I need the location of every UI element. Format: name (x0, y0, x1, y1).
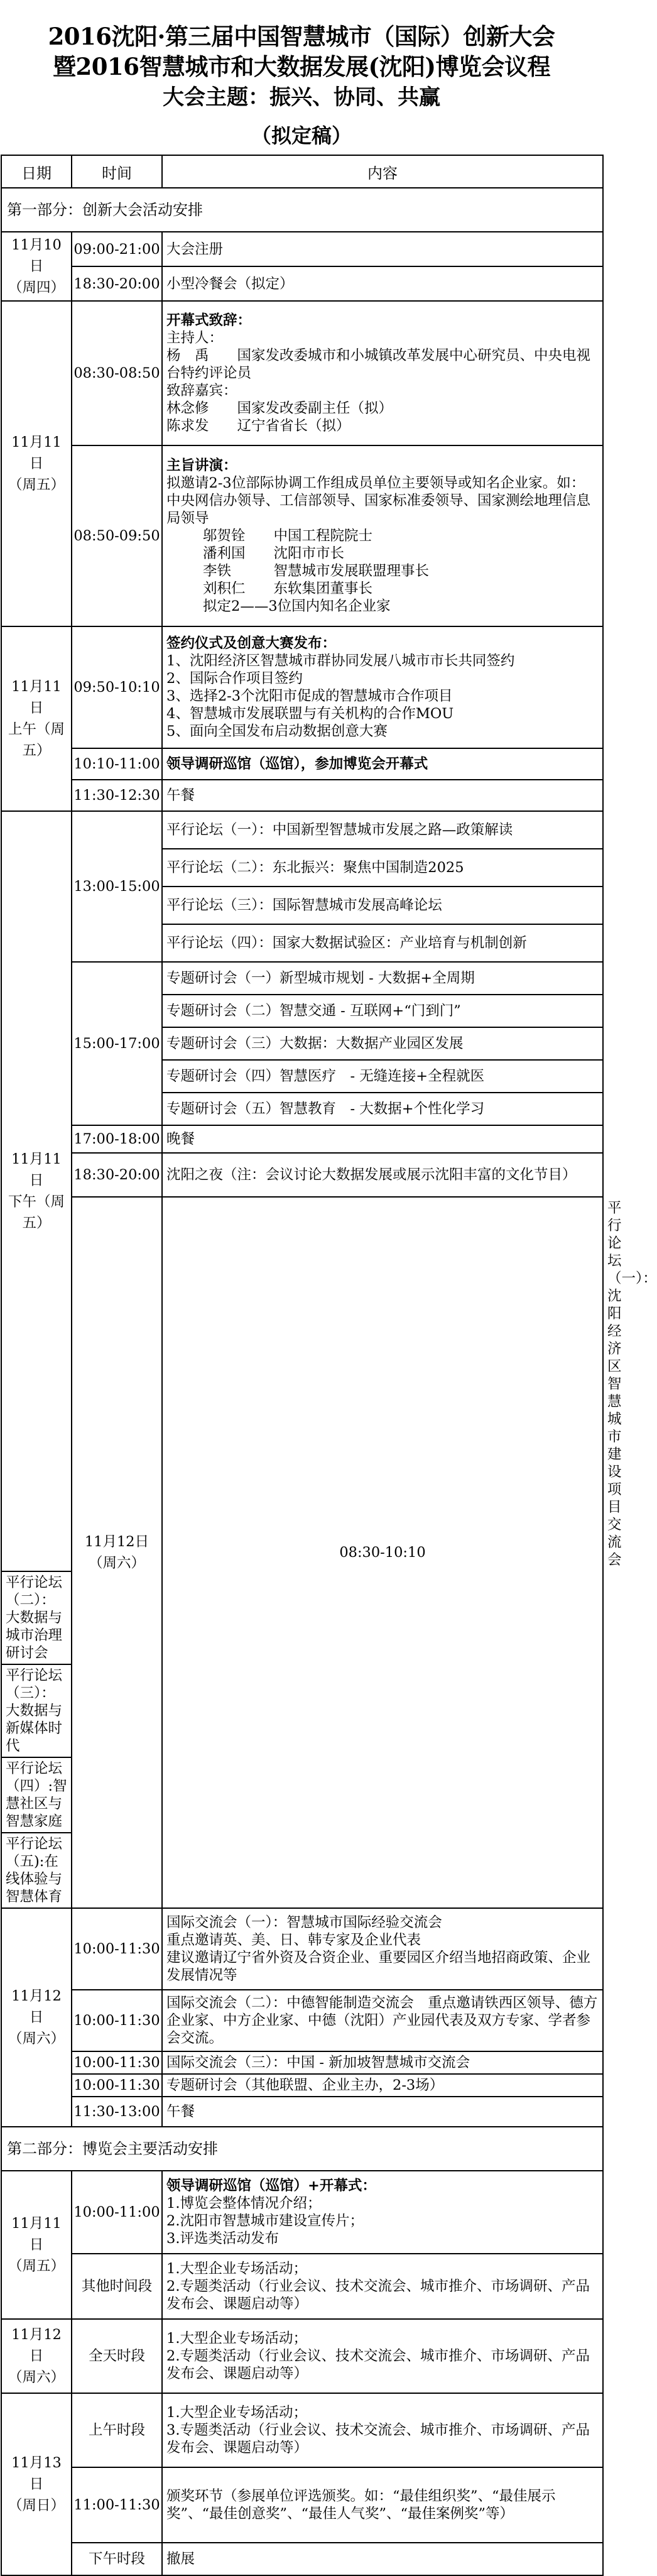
page-header (0, 0, 603, 150)
content-cell: 小型冷餐会（拟定） (162, 266, 603, 301)
table-row (1, 1153, 603, 1197)
table-row (1, 2319, 603, 2393)
time-cell: 10:00-11:00 (72, 2171, 162, 2254)
time-cell: 13:00-15:00 (72, 811, 162, 962)
content-cell: 1.大型企业专场活动； 2.专题类活动（行业会议、技术交流会、城市推介、市场调研、产品发布会、课题启动等） (162, 2254, 603, 2319)
content-cell: 平行论坛（一）：中国新型智慧城市发展之路—政策解读 (162, 811, 603, 849)
time-cell: 11:30-13:00 (72, 2097, 162, 2127)
content-cell: 平行论坛（二）：大数据与城市治理研讨会 (1, 1571, 72, 1664)
content-cell: 平行论坛（三）：国际智慧城市发展高峰论坛 (162, 887, 603, 924)
content-cell: 平行论坛（四）:智慧社区与智慧家庭 (1, 1757, 72, 1833)
table-row (1, 301, 603, 445)
content-cell: 午餐 (162, 2097, 603, 2127)
time-cell: 10:00-11:30 (72, 1908, 162, 1990)
title-line-1: 2016沈阳·第三届中国智慧城市（国际）创新大会 (48, 23, 555, 50)
section-title-1: 第一部分：创新大会活动安排 (1, 188, 603, 232)
table-row: 11月12日 （周六） 08:30-10:10 平行论坛（一）：沈阳经济区智慧城市建设项目交流会 (1, 1197, 603, 1571)
date-cell: 11月10日 （周四） (1, 232, 72, 301)
time-cell: 上午时段 (72, 2393, 162, 2467)
table-row (1, 2254, 603, 2319)
table-row (1, 232, 603, 266)
content-cell: 国际交流会（一）：智慧城市国际经验交流会 重点邀请英、美、日、韩专家及企业代表 建议邀请辽宁省外资及合资企业、重要园区介绍当地招商政策、企业发展情况等 (162, 1908, 603, 1990)
draft-label: （拟定稿） (251, 124, 352, 148)
time-cell: 08:30-08:50 (72, 301, 162, 445)
table-row (1, 2543, 603, 2575)
content-cell: 专题研讨会（一）新型城市规划 - 大数据+全周期 (162, 962, 603, 995)
date-cell: 11月12日 （周六） (1, 2319, 72, 2393)
table-row (1, 2097, 603, 2127)
table-row (1, 1990, 603, 2051)
content-cell: 专题研讨会（四）智慧医疗 - 无缝连接+全程就医 (162, 1060, 603, 1093)
time-cell: 09:00-21:00 (72, 232, 162, 266)
date-cell: 11月11日 上午（周 五） (1, 626, 72, 811)
table-row (1, 266, 603, 301)
time-cell: 09:50-10:10 (72, 626, 162, 748)
time-cell: 08:30-10:10 (162, 1197, 603, 1908)
content-cell: 签约仪式及创意大赛发布： 1、沈阳经济区智慧城市群协同发展八城市市长共同签约 2、国际合作项目签约 3、选择2-3个沈阳市促成的智慧城市合作项目 4、智慧城市发展联盟与有关机构的合作MOU 5、面向全国发布启动数据创意大赛 (162, 626, 603, 748)
table-row (1, 2051, 603, 2074)
section-title-2: 第二部分：博览会主要活动安排 (1, 2127, 603, 2171)
date-cell: 11月13日 （周日） (1, 2393, 72, 2575)
time-cell: 17:00-18:00 (72, 1125, 162, 1153)
time-cell: 其他时间段 (72, 2254, 162, 2319)
content-cell: 颁奖环节（参展单位评选颁奖。如：“最佳组织奖”、“最佳展示奖”、“最佳创意奖”、“最佳人气奖”、“最佳案例奖”等） (162, 2467, 603, 2543)
column-header-date: 日期 (1, 155, 72, 188)
content-cell: 大会注册 (162, 232, 603, 266)
agenda-table (1, 155, 657, 2576)
table-row (1, 1908, 603, 1990)
content-cell: 午餐 (162, 780, 603, 811)
time-cell: 10:10-11:00 (72, 748, 162, 780)
content-cell: 国际交流会（三）：中国 - 新加坡智慧城市交流会 (162, 2051, 603, 2074)
date-cell: 11月12日 （周六） (1, 1908, 72, 2127)
content-cell: 主旨讲演： 拟邀请2-3位部际协调工作组成员单位主要领导或知名企业家。如：中央网信办领导、工信部领导、国家标准委领导、国家测绘地理信息局领导 邬贺铨 中国工程院院士 潘利国 沈阳市市长 李铁 智慧城市发展联盟理事长 刘积仁 东软集团董事长 拟定2——3位国内知名企业家 (162, 445, 603, 626)
date-cell: 11月11日 下午（周 五） (1, 811, 72, 1571)
table-row (1, 626, 603, 748)
content-cell: 1.大型企业专场活动； 3.专题类活动（行业会议、技术交流会、城市推介、市场调研、产品发布会、课题启动等） (162, 2393, 603, 2467)
content-cell: 领导调研巡馆（巡馆）+开幕式： 1.博览会整体情况介绍； 2.沈阳市智慧城市建设宣传片； 3.评选类活动发布 (162, 2171, 603, 2254)
content-cell: 平行论坛（四）：国家大数据试验区：产业培育与机制创新 (162, 924, 603, 962)
column-header-time: 时间 (72, 155, 162, 188)
time-cell: 11:00-11:30 (72, 2467, 162, 2543)
content-cell: 平行论坛（二）：东北振兴：聚焦中国制造2025 (162, 849, 603, 887)
column-header-content: 内容 (162, 155, 603, 188)
section-row (1, 2127, 603, 2171)
table-row (1, 2467, 603, 2543)
time-cell: 18:30-20:00 (72, 1153, 162, 1197)
time-cell: 18:30-20:00 (72, 266, 162, 301)
time-cell: 11:30-12:30 (72, 780, 162, 811)
table-row (1, 780, 603, 811)
table-row (1, 811, 603, 849)
table-header-row (1, 155, 603, 188)
time-cell: 10:00-11:30 (72, 2051, 162, 2074)
table-row (1, 445, 603, 626)
table-row (1, 2171, 603, 2254)
time-cell: 08:50-09:50 (72, 445, 162, 626)
title-line-2: 暨2016智慧城市和大数据发展(沈阳)博览会议程 (53, 53, 550, 80)
content-cell: 1.大型企业专场活动； 2.专题类活动（行业会议、技术交流会、城市推介、市场调研、产品发布会、课题启动等） (162, 2319, 603, 2393)
content-cell: 平行论坛（五):在线体验与智慧体育 (1, 1833, 72, 1908)
table-row (1, 1125, 603, 1153)
table-row (1, 748, 603, 780)
content-cell: 平行论坛（三）：大数据与新媒体时代 (1, 1664, 72, 1757)
content-cell: 专题研讨会（其他联盟、企业主办，2-3场） (162, 2074, 603, 2097)
time-cell: 下午时段 (72, 2543, 162, 2575)
content-cell: 专题研讨会（五）智慧教育 - 大数据+个性化学习 (162, 1093, 603, 1125)
content-cell: 开幕式致辞： 主持人： 杨 禹 国家发改委城市和小城镇改革发展中心研究员、中央电视台特约评论员 致辞嘉宾： 林念修 国家发改委副主任（拟） 陈求发 辽宁省省长（拟） (162, 301, 603, 445)
conference-theme: 大会主题：振兴、协同、共赢 (163, 85, 440, 110)
date-cell: 11月11日 （周五） (1, 2171, 72, 2319)
content-cell: 领导调研巡馆（巡馆），参加博览会开幕式 (162, 748, 603, 780)
time-cell: 10:00-11:30 (72, 2074, 162, 2097)
time-cell: 全天时段 (72, 2319, 162, 2393)
content-cell: 专题研讨会（二）智慧交通 - 互联网+“门到门” (162, 995, 603, 1027)
content-cell: 沈阳之夜（注：会议讨论大数据发展或展示沈阳丰富的文化节目） (162, 1153, 603, 1197)
table-row (1, 2393, 603, 2467)
content-cell: 专题研讨会（三）大数据：大数据产业园区发展 (162, 1027, 603, 1060)
date-cell: 11月12日 （周六） (72, 1197, 162, 1908)
table-row (1, 2074, 603, 2097)
content-cell: 撤展 (162, 2543, 603, 2575)
time-cell: 15:00-17:00 (72, 962, 162, 1125)
table-row (1, 962, 603, 995)
time-cell: 10:00-11:30 (72, 1990, 162, 2051)
date-cell: 11月11日 （周五） (1, 301, 72, 626)
section-row (1, 188, 603, 232)
content-cell: 晚餐 (162, 1125, 603, 1153)
content-cell: 国际交流会（二）：中德智能制造交流会 重点邀请铁西区领导、德方企业家、中方企业家、中德（沈阳）产业园代表及双方专家、学者参会交流。 (162, 1990, 603, 2051)
